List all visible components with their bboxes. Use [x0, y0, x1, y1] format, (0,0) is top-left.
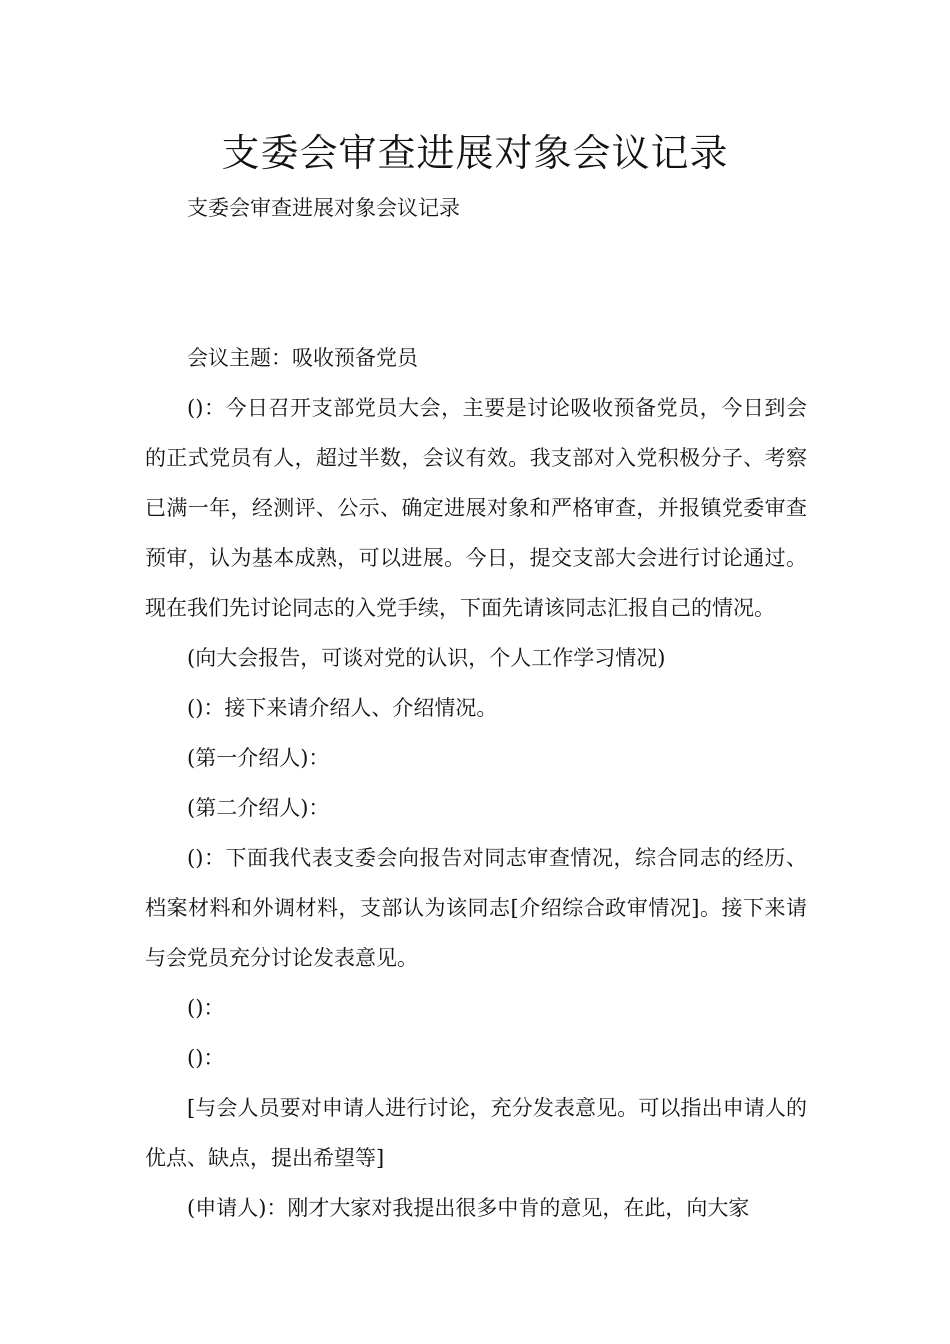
paragraph-speaker-1: ()：: [187, 996, 225, 1020]
document-title: 支委会审查进展对象会议记录: [221, 131, 729, 175]
paragraph-speaker-2: ()：: [187, 1046, 225, 1070]
blank-line: [145, 283, 807, 333]
paragraph-discussion-note: [与会人员要对申请人进行讨论，充分发表意见。可以指出申请人的优点、缺点，提出希望等]: [145, 1096, 807, 1170]
paragraph-first-introducer: (第一介绍人)：: [187, 746, 330, 770]
document-body: [145, 183, 807, 1233]
paragraph-introducers: ()：接下来请介绍人、介绍情况。: [187, 696, 498, 720]
paragraph-opening-remarks: ()：今日召开支部党员大会，主要是讨论吸收预备党员，今日到会的正式党员有人，超过半数，会议有效。我支部对入党积极分子、考察已满一年，经测评、公示、确定进展对象和严格审查，并报镇党委审查预审，认为基本成熟，可以进展。今日，提交支部大会进行讨论通过。现在我们先讨论同志的入党手续，下面先请该同志汇报自己的情况。: [145, 396, 807, 620]
paragraph-second-introducer: (第二介绍人)：: [187, 796, 330, 820]
paragraph-meeting-topic: 会议主题：吸收预备党员: [187, 346, 418, 370]
paragraph-applicant-response: (申请人)：刚才大家对我提出很多中肯的意见，在此，向大家: [187, 1196, 750, 1220]
paragraph-review-report: ()：下面我代表支委会向报告对同志审查情况，综合同志的经历、档案材料和外调材料，支部认为该同志[介绍综合政审情况]。接下来请与会党员充分讨论发表意见。: [145, 846, 807, 970]
document-subtitle: 支委会审查进展对象会议记录: [187, 196, 460, 220]
paragraph-report-note: (向大会报告，可谈对党的认识，个人工作学习情况): [187, 646, 666, 670]
